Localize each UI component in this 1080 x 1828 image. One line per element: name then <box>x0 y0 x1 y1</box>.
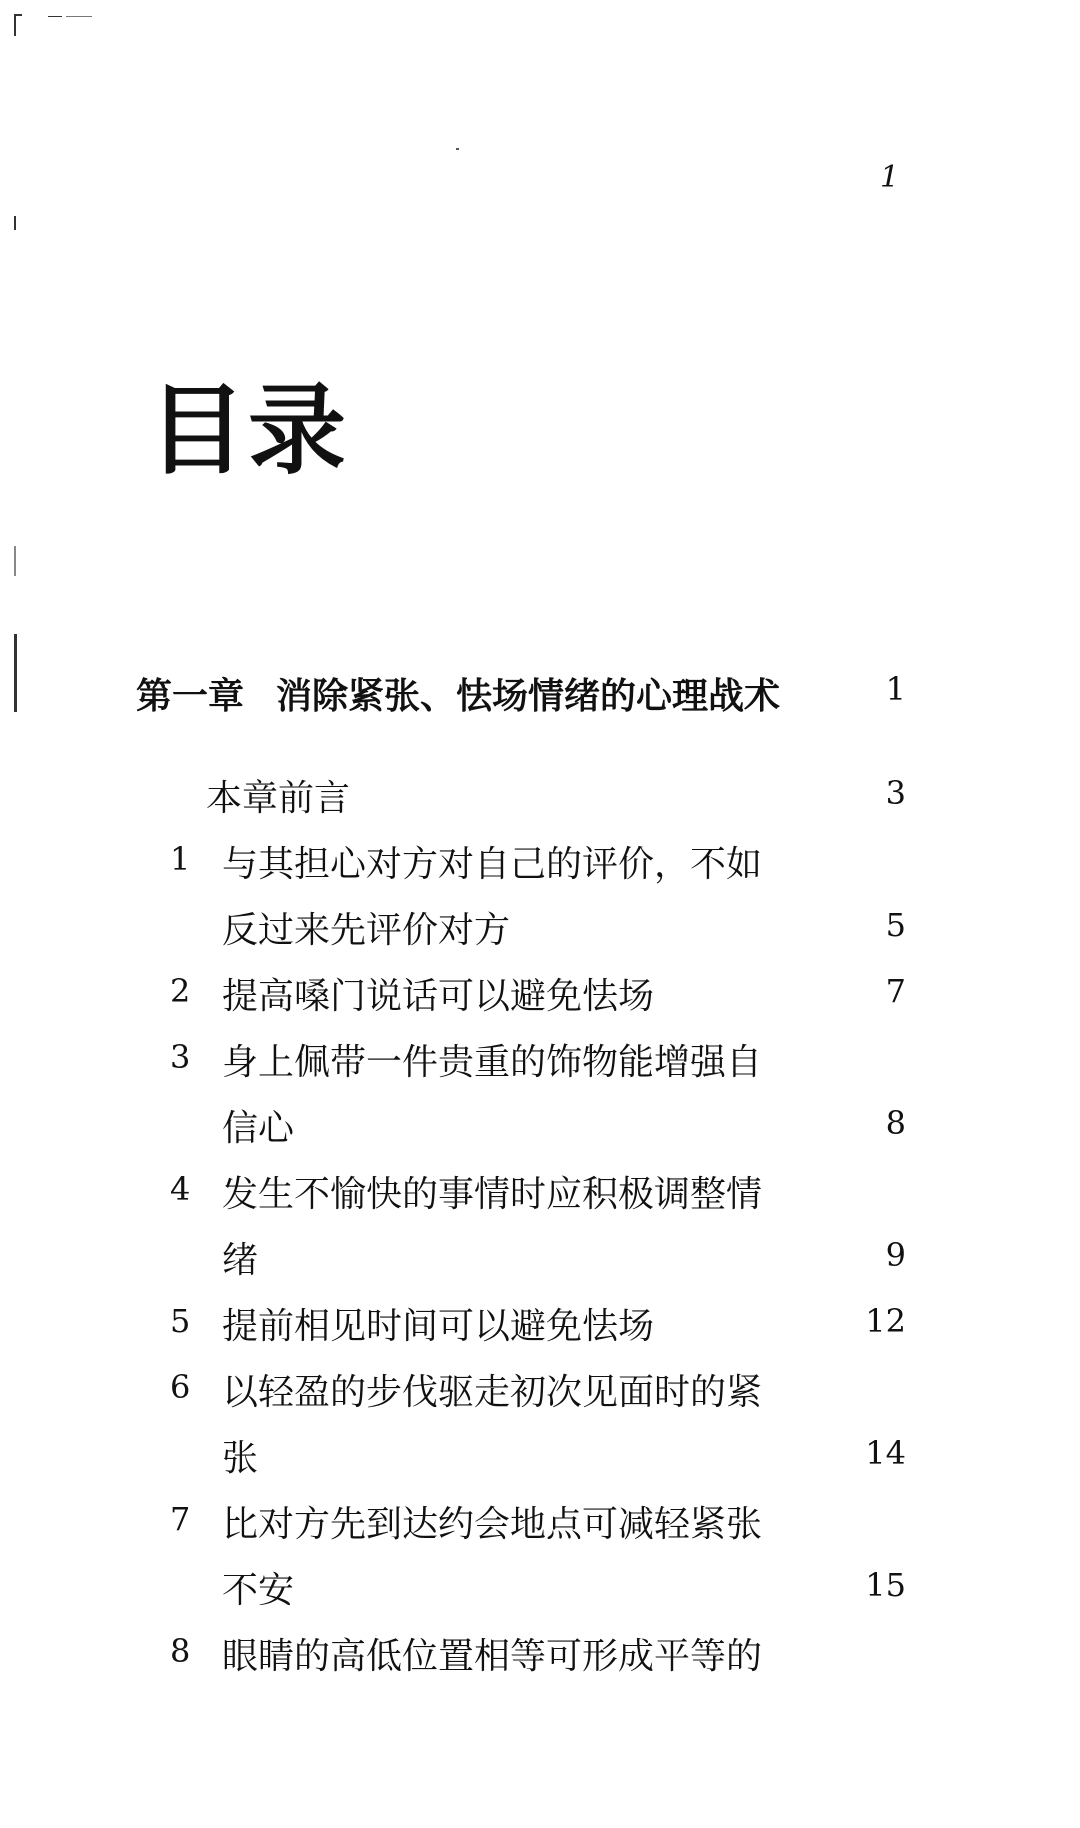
entry-title: 以轻盈的步伐驱走初次见面时的紧 <box>222 1372 763 1413</box>
entry-page-number: 9 <box>885 1236 906 1274</box>
entry-number: 2 <box>170 972 191 1010</box>
toc-entry[interactable] <box>0 1628 1080 1692</box>
entry-title: 眼睛的高低位置相等可形成平等的 <box>222 1636 763 1677</box>
scan-artifact <box>14 634 17 712</box>
entry-number: 6 <box>170 1368 191 1406</box>
entry-title: 反过来先评价对方 <box>222 910 511 951</box>
toc-heading: 目录 <box>148 374 349 488</box>
entry-title: 张 <box>222 1438 259 1479</box>
entry-title: 提高嗓门说话可以避免怯场 <box>222 976 655 1017</box>
entry-number: 5 <box>170 1302 191 1340</box>
toc-entry[interactable] <box>0 770 1080 834</box>
scan-artifact <box>48 16 62 17</box>
entry-title: 身上佩带一件贵重的饰物能增强自 <box>222 1042 763 1083</box>
scan-artifact <box>456 148 459 150</box>
entry-title: 比对方先到达约会地点可减轻紧张 <box>222 1504 763 1545</box>
entry-title: 发生不愉快的事情时应积极调整情 <box>222 1174 763 1215</box>
scan-artifact <box>14 14 16 36</box>
scan-artifact <box>14 216 16 230</box>
entry-title: 提前相见时间可以避免怯场 <box>222 1306 655 1347</box>
entry-page-number: 15 <box>865 1566 906 1604</box>
entry-number: 4 <box>170 1170 191 1208</box>
toc-entry[interactable] <box>0 1034 1080 1098</box>
toc-entry-continuation[interactable] <box>0 902 1080 966</box>
toc-entry-continuation[interactable] <box>0 1232 1080 1296</box>
entry-number: 3 <box>170 1038 191 1076</box>
entry-page-number: 5 <box>885 906 906 944</box>
scan-artifact <box>66 16 92 17</box>
toc-entry[interactable] <box>0 1298 1080 1362</box>
toc-entry-continuation[interactable] <box>0 1430 1080 1494</box>
entry-page-number: 14 <box>865 1434 906 1472</box>
toc-entry[interactable] <box>0 1496 1080 1560</box>
entry-page-number: 12 <box>865 1302 906 1340</box>
entry-number: 7 <box>170 1500 191 1538</box>
chapter-heading[interactable] <box>136 668 906 728</box>
toc-entry[interactable] <box>0 836 1080 900</box>
chapter-title: 消除紧张、怯场情绪的心理战术 <box>276 676 781 717</box>
toc-entry-continuation[interactable] <box>0 1562 1080 1626</box>
toc-entry[interactable] <box>0 1166 1080 1230</box>
scan-artifact <box>14 14 22 16</box>
entry-number: 8 <box>170 1632 191 1670</box>
toc-entry-continuation[interactable] <box>0 1100 1080 1164</box>
page-number: 1 <box>880 160 900 195</box>
entry-page-number: 8 <box>885 1104 906 1142</box>
scan-artifact <box>14 546 16 576</box>
entry-page-number: 3 <box>885 774 906 812</box>
entry-page-number: 7 <box>885 972 906 1010</box>
chapter-label: 第一章 <box>136 676 245 717</box>
entry-title: 与其担心对方对自己的评价，不如 <box>222 844 763 885</box>
toc-entry[interactable] <box>0 1364 1080 1428</box>
entry-title: 绪 <box>222 1240 259 1281</box>
entry-title: 不安 <box>222 1570 295 1611</box>
entry-title: 信心 <box>222 1108 295 1149</box>
toc-entry[interactable] <box>0 968 1080 1032</box>
entry-title: 本章前言 <box>206 778 351 819</box>
entry-number: 1 <box>170 840 191 878</box>
chapter-page-number: 1 <box>885 670 906 708</box>
